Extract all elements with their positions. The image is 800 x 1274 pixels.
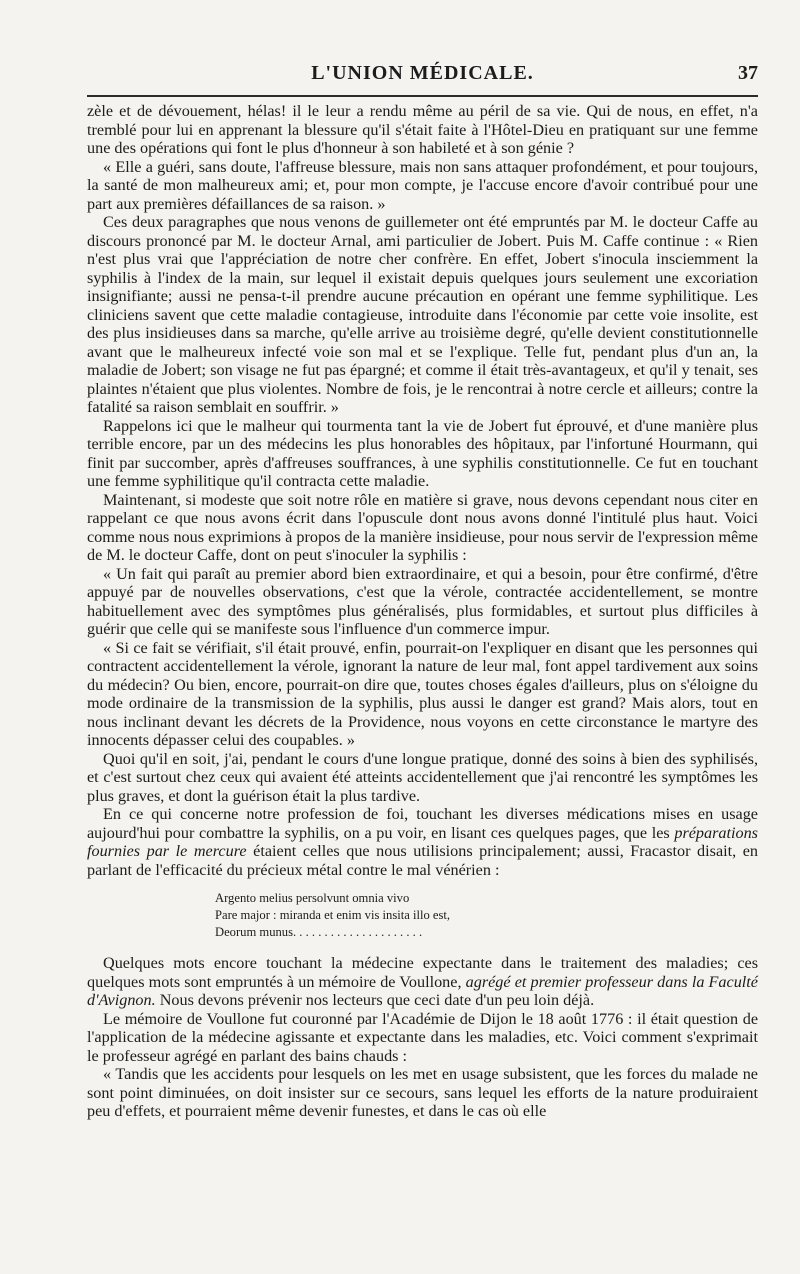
latin-verse xyxy=(87,890,758,941)
voullone-text-start: Quelques mots encore touchant la médecine expectante dans le traitement des maladies; ces quelques mots sont empruntés à un mémoire de Voullone, xyxy=(87,954,758,991)
verse-line: Pare major : miranda et enim vis insita illo est, xyxy=(215,908,451,922)
paragraph-voullone xyxy=(87,954,758,1010)
verse-line: Argento melius persolvunt omnia vivo xyxy=(215,891,410,905)
paragraph-hourmann: Rappelons ici que le malheur qui tourmenta tant la vie de Jobert fut éprouvé, et d'une manière plus terrible encore, par un des médecins les plus honorables des hôpitaux, par l'infortuné Hourmann, qui finit par succomber, après d'affreuses souffrances, à une syphilis constitutionnelle. Ce fut en touchant une femme syphilitique qu'il contracta cette maladie. xyxy=(87,416,758,490)
paragraph-caffe: Ces deux paragraphes que nous venons de guillemeter ont été empruntés par M. le docteur Caffe au discours prononcé par M. le docteur Arnal, ami particulier de Jobert. Puis M. Caffe continue : « Rien n'est plus vrai que l'appréciation de notre cher confrère. En effet, Jobert s'inocula insciemment la syphilis à l'index de la main, sur lequel il existait depuis quelques jours seulement une excoriation insignifiante; aussi ne pensa-t-il prendre aucune précaution en opérant une femme syphilitique. Les cliniciens savent que cette maladie contagieuse, introduite dans l'économie par cette voie insolite, est des plus insidieuses dans sa marche, qu'elle arrive au troisième degré, qu'elle devient constitutionnelle avant que le malheureux infecté voie son mal et se l'explique. Telle fut, pendant plus d'un an, la maladie de Jobert; son visage ne fut pas épargné; et comme il était très-avantageux, et qu'il y tenait, ses plaintes n'étaient que plus violentes. Nombre de fois, je le rencontrai à notre cercle et ailleurs; contre la fatalité sa raison semblait en souffrir. » xyxy=(87,213,758,416)
running-title: L'UNION MÉDICALE. xyxy=(311,62,534,84)
paragraph-bains-chauds: « Tandis que les accidents pour lesquels on les met en usage subsistent, que les forces du malade ne sont point diminuées, on doit insister sur ce secours, sans lequel les efforts de la nature produiraient peu d'effets, et pourraient même devenir funestes, et dans le cas où elle xyxy=(87,1065,758,1120)
header-rule xyxy=(87,95,758,97)
paragraph-fait-extraordinaire: « Un fait qui paraît au premier abord bien extraordinaire, et qui a besoin, pour être confirmé, d'être appuyé par de nouvelles observations, c'est que la vérole, contractée accidentellement, se montre habituellement avec des symptômes plus généralisés, plus formidables, et surtout plus difficiles à guérir que celle qui se manifeste sous l'influence d'un commerce impur. xyxy=(87,564,758,638)
paragraph-dijon: Le mémoire de Voullone fut couronné par l'Académie de Dijon le 18 août 1776 : il était question de l'application de la médecine agissante et expectante dans les maladies, etc. Voici comment s'exprimait le professeur agrégé en parlant des bains chauds : xyxy=(87,1009,758,1065)
verse-line: Deorum munus. . . . . . . . . . . . . . . . . . . . . xyxy=(215,925,423,939)
page-header xyxy=(87,58,758,88)
paragraph-maintenant: Maintenant, si modeste que soit notre rôle en matière si grave, nous devons cependant nous citer en rappelant ce que nous avons écrit dans l'opuscule dont nous avons donné l'intitulé plus haut. Voici comme nous nous exprimions à propos de la manière insidieuse, pour nous servir de l'expression même de M. le docteur Caffe, dont on peut s'inoculer la syphilis : xyxy=(87,490,758,564)
profession-text-start: En ce qui concerne notre profession de foi, touchant les diverses médications mises en usage aujourd'hui pour combattre la syphilis, on a pu voir, en lisant ces quelques pages, que les xyxy=(87,805,758,842)
paragraph-si-ce-fait: « Si ce fait se vérifiait, s'il était prouvé, enfin, pourrait-on l'expliquer en disant que les personnes qui contractent accidentellement la vérole, ignorant la nature de leur mal, font appel tardivement aux soins du médecin? Ou bien, encore, pourrait-on dire que, toutes choses égales d'ailleurs, plus on s'éloigne du mode ordinaire de la transmission de la syphilis, plus aussi le danger est grand? Mais alors, tout en nous inclinant devant les décrets de la Providence, nous voyons en cette circonstance le martyre des innocents dépasser celui des coupables. » xyxy=(87,638,758,749)
paragraph-quote-arnal: « Elle a guéri, sans doute, l'affreuse blessure, mais non sans attaquer profondément, et pour toujours, la santé de mon malheureux ami; et, pour mon compte, je l'accuse encore d'avoir contribué pour une part aux premières défaillances de sa raison. » xyxy=(87,157,758,213)
paragraph-continuation: zèle et de dévouement, hélas! il le leur a rendu même au péril de sa vie. Qui de nous, en effet, n'a tremblé pour lui en apprenant la blessure qu'il s'était faite à l'Hôtel-Dieu en pratiquant sur une femme une des opérations qui font le plus d'honneur à son habileté et à son génie ? xyxy=(87,102,758,157)
article-body xyxy=(87,102,758,1121)
paragraph-profession-de-foi xyxy=(87,805,758,879)
paragraph-quoi-qu-il-en-soit: Quoi qu'il en soit, j'ai, pendant le cours d'une longue pratique, donné des soins à bien des syphilisés, et c'est surtout chez ceux qui avaient été atteints accidentellement que j'ai rencontré les symptômes les plus graves, et dont la guérison était la plus tardive. xyxy=(87,749,758,805)
profession-italic-phrase: préparations fournies par le mercure xyxy=(87,823,758,860)
profession-text-end: étaient celles que nous utilisions principalement; aussi, Fracastor disait, en parlant de l'efficacité du précieux métal contre le mal vénérien : xyxy=(87,842,758,879)
voullone-text-end: Nous devons prévenir nos lecteurs que ceci date d'un peu loin déjà. xyxy=(155,991,595,1009)
voullone-italic-title: agrégé et premier professeur dans la Faculté d'Avignon. xyxy=(87,972,758,1009)
page-number: 37 xyxy=(738,62,758,84)
